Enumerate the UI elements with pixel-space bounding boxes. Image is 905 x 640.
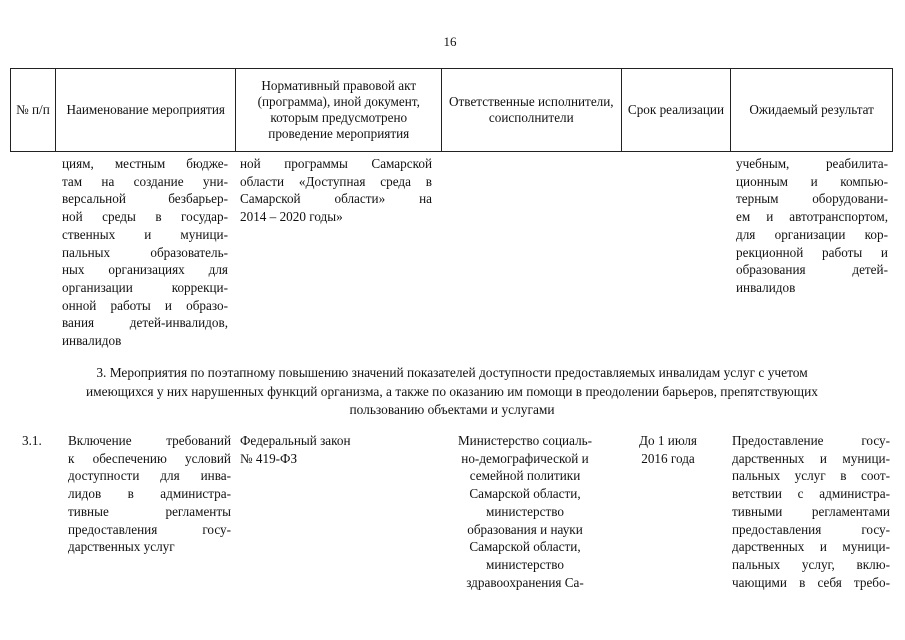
text-line: ем и автотранспортом,: [736, 209, 888, 225]
text-line: дарственных услуг: [68, 539, 175, 555]
header-num: № п/п: [11, 69, 56, 151]
text-line: онной работы и образо-: [62, 297, 228, 313]
text-line: организации коррекци-: [62, 279, 228, 295]
row-3-1-responsible: [440, 432, 610, 591]
text-line: Самарской области» на: [240, 191, 432, 207]
text-line: образования детей-: [736, 262, 888, 278]
text-line: 2014 – 2020 годы»: [240, 209, 343, 225]
header-deadline: Срок реализации: [622, 69, 732, 151]
heading-line: 3. Мероприятия по поэтапному повышению значений показателей доступности предоставляемых инвалидам услуг с учетом: [96, 365, 808, 380]
header-result: Ожидаемый результат: [749, 102, 874, 117]
text-line: ционным и компью-: [736, 173, 888, 189]
text-line: Самарской области,: [469, 486, 581, 502]
row-3-1-result: [732, 432, 890, 591]
text-line: 2016 года: [641, 450, 695, 466]
text-line: пальных услуг в соот-: [732, 468, 890, 484]
text-line: доступности для инва-: [68, 468, 231, 484]
text-line: но-демографической и: [461, 450, 589, 466]
text-line: Министерство социаль-: [457, 433, 593, 448]
text-line: инвалидов: [62, 333, 122, 349]
text-line: № 419-ФЗ: [240, 450, 298, 466]
text-line: рекционной работы и: [736, 244, 888, 260]
text-line: лидов в администра-: [68, 486, 231, 502]
text-line: версальной безбарьер-: [62, 191, 228, 207]
header-act: Нормативный правовой акт (программа), иной документ, которым предусмотрено проведение мероприятия: [236, 69, 442, 151]
text-line: Включение требований: [68, 433, 231, 448]
heading-line: имеющихся у них нарушенных функций организма, а также по оказанию им помощи в преодолении барьеров, препятствующих: [86, 383, 818, 399]
text-line: дарственных и муници-: [732, 450, 890, 466]
header-name: Наименование мероприятия: [56, 69, 237, 151]
text-line: там на создание уни-: [62, 173, 228, 189]
text-line: семейной политики: [469, 468, 581, 484]
row-3-1-act: [240, 432, 430, 467]
table-header: [10, 68, 893, 152]
continued-act-cell: [240, 155, 432, 226]
text-line: предоставления госу-: [732, 521, 890, 537]
text-line: пальных образователь-: [62, 244, 228, 260]
text-line: министерство: [486, 556, 564, 572]
text-line: Самарской области,: [469, 539, 581, 555]
text-line: тивные регламенты: [68, 503, 231, 519]
text-line: образования и науки: [467, 521, 583, 537]
row-3-1-deadline: [618, 432, 718, 467]
text-line: здравоохранения Са-: [466, 574, 584, 590]
text-line: Предоставление госу-: [732, 433, 890, 448]
text-line: ветствии с администра-: [732, 486, 890, 502]
text-line: к обеспечению условий: [68, 450, 231, 466]
header-responsible: Ответственные исполнители, соисполнители: [442, 69, 622, 151]
text-line: области «Доступная среда в: [240, 173, 432, 189]
text-line: ных организациях для: [62, 262, 228, 278]
text-line: До 1 июля: [638, 433, 697, 448]
text-line: предоставления госу-: [68, 521, 231, 537]
continued-result-cell: [736, 155, 888, 297]
text-line: пальных услуг, вклю-: [732, 556, 890, 572]
text-line: вания детей-инвалидов,: [62, 315, 228, 331]
text-line: для организации кор-: [736, 226, 888, 242]
text-line: дарственных и муници-: [732, 539, 890, 555]
page-number: 16: [443, 34, 457, 49]
text-line: ной среды в государ-: [62, 209, 228, 225]
text-line: ной программы Самарской: [240, 156, 432, 171]
text-line: министерство: [486, 503, 564, 519]
text-line: циям, местным бюдже-: [62, 156, 228, 171]
text-line: Федеральный закон: [240, 433, 351, 448]
row-3-1-name: [68, 432, 231, 556]
continued-name-cell: [62, 155, 228, 350]
heading-line: пользованию объектами и услугами: [349, 402, 555, 417]
text-line: инвалидов: [736, 279, 796, 295]
text-line: чающими в себя требо-: [732, 574, 890, 590]
text-line: тивными регламентами: [732, 503, 890, 519]
section-3-heading: [12, 364, 892, 420]
text-line: ственных и муници-: [62, 226, 228, 242]
row-3-1-num: [22, 432, 62, 450]
row-number: 3.1.: [22, 433, 42, 448]
text-line: учебным, реабилита-: [736, 156, 888, 171]
text-line: терным оборудовани-: [736, 191, 888, 207]
